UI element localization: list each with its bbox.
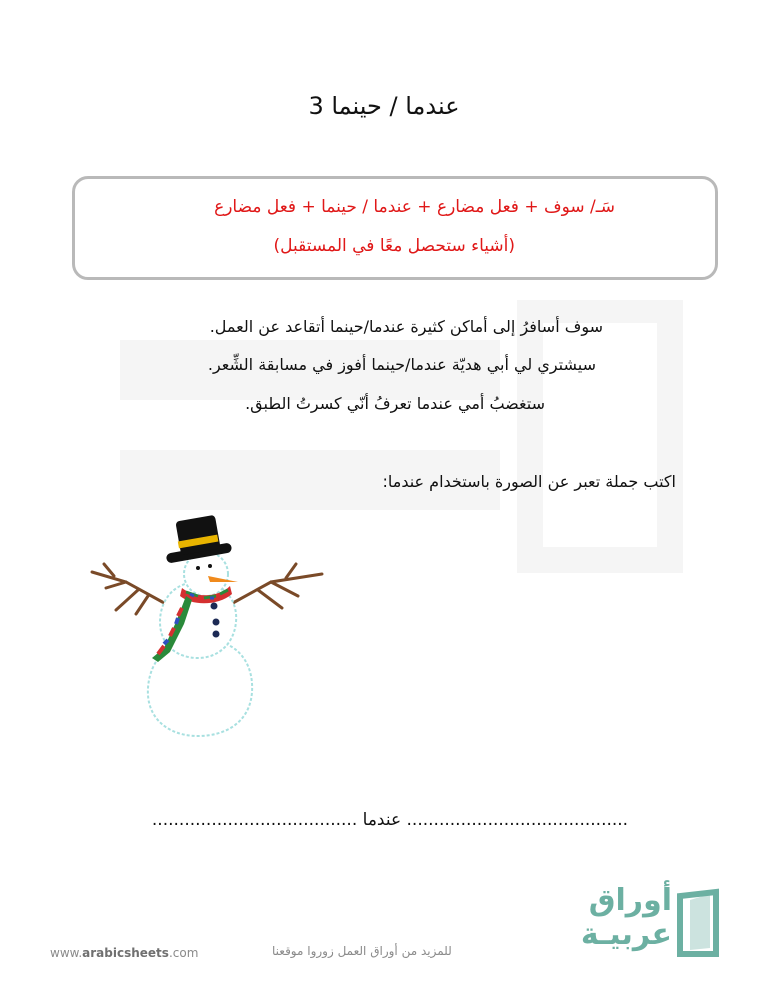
rule-note: (أشياء ستحصل معًا في المستقبل) [273, 236, 515, 256]
snowman-button [213, 619, 220, 626]
example-sentence-1: سوف أسافرُ إلى أماكن كثيرة عندما/حينما أتقاعد عن العمل. [209, 317, 603, 336]
hat-top [175, 515, 220, 555]
example-sentence-2: سيشتري لي أبي هديّة عندما/حينما أفوز في مسابقة الشِّعر. [207, 355, 596, 374]
example-sentence-3: ستغضبُ أمي عندما تعرفُ أنّي كسرتُ الطبق. [245, 394, 545, 413]
snowman-icon [86, 512, 330, 744]
task-instruction: اكتب جملة تعبر عن الصورة باستخدام عندما: [382, 472, 676, 491]
brand-logo-text [576, 884, 672, 952]
snowman-eye [208, 564, 212, 568]
answer-writing-line[interactable]: ......................................... عندما ...................................... [151, 810, 629, 830]
snowman-button [213, 631, 220, 638]
snowman-eye [196, 566, 200, 570]
book-logo-icon [676, 888, 722, 958]
page-title: عندما / حينما 3 [308, 92, 460, 120]
logo-line-2: عربيـة [580, 917, 672, 952]
footer-website[interactable]: www.arabicsheets.com [50, 946, 199, 960]
grammar-rule-box [72, 176, 718, 280]
footer-promo-text: للمزيد من أوراق العمل زوروا موقعنا [272, 944, 452, 958]
snowman-button [211, 603, 218, 610]
logo-line-1: أوراق [588, 883, 672, 918]
rule-formula: سَـ/ سوف + فعل مضارع + عندما / حينما + فعل مضارع [214, 197, 615, 217]
